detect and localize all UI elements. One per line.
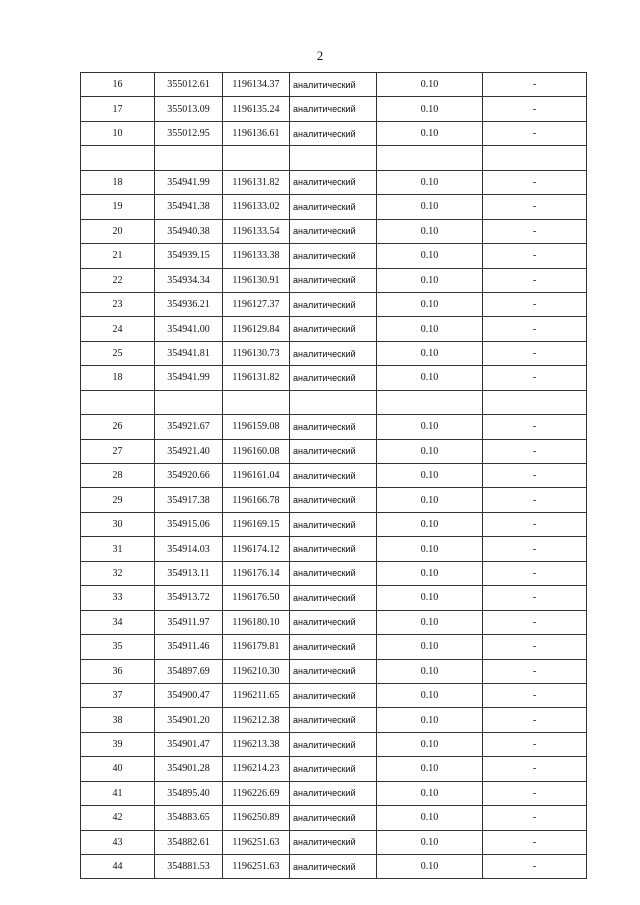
y-coordinate-cell: 1196226.69 <box>223 781 290 805</box>
method-cell: аналитический <box>290 635 377 659</box>
x-coordinate-cell: 354915.06 <box>155 512 223 536</box>
method-cell: аналитический <box>290 341 377 365</box>
description-cell <box>483 390 587 414</box>
description-cell: - <box>483 586 587 610</box>
description-cell: - <box>483 244 587 268</box>
description-cell: - <box>483 121 587 145</box>
x-coordinate-cell: 354881.53 <box>155 855 223 879</box>
x-coordinate-cell: 354941.99 <box>155 170 223 194</box>
accuracy-cell: 0.10 <box>377 537 483 561</box>
description-cell: - <box>483 683 587 707</box>
table-row <box>81 317 587 341</box>
table-row <box>81 635 587 659</box>
y-coordinate-cell: 1196127.37 <box>223 292 290 316</box>
y-coordinate-cell <box>223 390 290 414</box>
accuracy-cell: 0.10 <box>377 317 483 341</box>
point-number-cell: 42 <box>81 806 155 830</box>
table-row <box>81 439 587 463</box>
point-number-cell: 20 <box>81 219 155 243</box>
y-coordinate-cell: 1196214.23 <box>223 757 290 781</box>
x-coordinate-cell: 354940.38 <box>155 219 223 243</box>
point-number-cell: 18 <box>81 366 155 390</box>
method-cell: аналитический <box>290 170 377 194</box>
point-number-cell: 40 <box>81 757 155 781</box>
description-cell: - <box>483 195 587 219</box>
table-row <box>81 170 587 194</box>
description-cell: - <box>483 219 587 243</box>
description-cell: - <box>483 635 587 659</box>
y-coordinate-cell: 1196169.15 <box>223 512 290 536</box>
y-coordinate-cell: 1196211.65 <box>223 683 290 707</box>
table-row <box>81 806 587 830</box>
point-number-cell: 36 <box>81 659 155 683</box>
point-number-cell: 23 <box>81 292 155 316</box>
point-number-cell: 17 <box>81 97 155 121</box>
table-row <box>81 488 587 512</box>
accuracy-cell: 0.10 <box>377 781 483 805</box>
method-cell: аналитический <box>290 806 377 830</box>
method-cell: аналитический <box>290 537 377 561</box>
x-coordinate-cell <box>155 390 223 414</box>
accuracy-cell: 0.10 <box>377 292 483 316</box>
x-coordinate-cell: 354883.65 <box>155 806 223 830</box>
x-coordinate-cell: 354934.34 <box>155 268 223 292</box>
method-cell: аналитический <box>290 488 377 512</box>
table-row <box>81 390 587 414</box>
x-coordinate-cell: 354882.61 <box>155 830 223 854</box>
table-row <box>81 757 587 781</box>
description-cell: - <box>483 73 587 97</box>
method-cell: аналитический <box>290 561 377 585</box>
point-number-cell <box>81 390 155 414</box>
table-row <box>81 366 587 390</box>
method-cell: аналитический <box>290 366 377 390</box>
x-coordinate-cell: 354941.00 <box>155 317 223 341</box>
method-cell: аналитический <box>290 610 377 634</box>
accuracy-cell: 0.10 <box>377 244 483 268</box>
description-cell <box>483 146 587 170</box>
point-number-cell: 28 <box>81 464 155 488</box>
point-number-cell: 41 <box>81 781 155 805</box>
x-coordinate-cell: 354897.69 <box>155 659 223 683</box>
point-number-cell: 22 <box>81 268 155 292</box>
description-cell: - <box>483 341 587 365</box>
accuracy-cell: 0.10 <box>377 268 483 292</box>
accuracy-cell: 0.10 <box>377 366 483 390</box>
y-coordinate-cell: 1196159.08 <box>223 415 290 439</box>
method-cell: аналитический <box>290 219 377 243</box>
method-cell: аналитический <box>290 732 377 756</box>
accuracy-cell: 0.10 <box>377 415 483 439</box>
table-row <box>81 244 587 268</box>
coordinates-table-body <box>81 73 587 879</box>
x-coordinate-cell: 354901.47 <box>155 732 223 756</box>
point-number-cell: 30 <box>81 512 155 536</box>
x-coordinate-cell: 354901.28 <box>155 757 223 781</box>
accuracy-cell: 0.10 <box>377 170 483 194</box>
table-row <box>81 415 587 439</box>
y-coordinate-cell: 1196133.54 <box>223 219 290 243</box>
x-coordinate-cell: 355012.95 <box>155 121 223 145</box>
table-row <box>81 586 587 610</box>
point-number-cell: 32 <box>81 561 155 585</box>
point-number-cell: 37 <box>81 683 155 707</box>
x-coordinate-cell: 354917.38 <box>155 488 223 512</box>
table-row <box>81 781 587 805</box>
x-coordinate-cell: 354941.38 <box>155 195 223 219</box>
description-cell: - <box>483 317 587 341</box>
accuracy-cell: 0.10 <box>377 586 483 610</box>
accuracy-cell: 0.10 <box>377 341 483 365</box>
accuracy-cell <box>377 390 483 414</box>
y-coordinate-cell: 1196129.84 <box>223 317 290 341</box>
x-coordinate-cell: 354911.46 <box>155 635 223 659</box>
y-coordinate-cell: 1196161.04 <box>223 464 290 488</box>
accuracy-cell: 0.10 <box>377 732 483 756</box>
description-cell: - <box>483 561 587 585</box>
accuracy-cell <box>377 146 483 170</box>
method-cell: аналитический <box>290 317 377 341</box>
description-cell: - <box>483 415 587 439</box>
accuracy-cell: 0.10 <box>377 683 483 707</box>
y-coordinate-cell: 1196130.73 <box>223 341 290 365</box>
method-cell: аналитический <box>290 512 377 536</box>
y-coordinate-cell: 1196133.38 <box>223 244 290 268</box>
x-coordinate-cell: 354921.67 <box>155 415 223 439</box>
method-cell: аналитический <box>290 292 377 316</box>
point-number-cell: 25 <box>81 341 155 365</box>
y-coordinate-cell: 1196166.78 <box>223 488 290 512</box>
method-cell: аналитический <box>290 781 377 805</box>
y-coordinate-cell: 1196134.37 <box>223 73 290 97</box>
table-row <box>81 830 587 854</box>
accuracy-cell: 0.10 <box>377 806 483 830</box>
method-cell: аналитический <box>290 439 377 463</box>
accuracy-cell: 0.10 <box>377 561 483 585</box>
point-number-cell: 26 <box>81 415 155 439</box>
x-coordinate-cell: 354913.11 <box>155 561 223 585</box>
table-row <box>81 512 587 536</box>
description-cell: - <box>483 97 587 121</box>
y-coordinate-cell: 1196180.10 <box>223 610 290 634</box>
x-coordinate-cell: 354914.03 <box>155 537 223 561</box>
y-coordinate-cell: 1196130.91 <box>223 268 290 292</box>
point-number-cell: 18 <box>81 170 155 194</box>
y-coordinate-cell: 1196160.08 <box>223 439 290 463</box>
x-coordinate-cell: 354936.21 <box>155 292 223 316</box>
accuracy-cell: 0.10 <box>377 855 483 879</box>
table-row <box>81 195 587 219</box>
point-number-cell: 24 <box>81 317 155 341</box>
method-cell: аналитический <box>290 659 377 683</box>
table-row <box>81 855 587 879</box>
accuracy-cell: 0.10 <box>377 73 483 97</box>
point-number-cell: 29 <box>81 488 155 512</box>
y-coordinate-cell <box>223 146 290 170</box>
y-coordinate-cell: 1196179.81 <box>223 635 290 659</box>
method-cell: аналитический <box>290 757 377 781</box>
point-number-cell: 31 <box>81 537 155 561</box>
table-row <box>81 341 587 365</box>
point-number-cell: 44 <box>81 855 155 879</box>
x-coordinate-cell: 355012.61 <box>155 73 223 97</box>
y-coordinate-cell: 1196251.63 <box>223 830 290 854</box>
table-row <box>81 219 587 243</box>
table-row <box>81 146 587 170</box>
y-coordinate-cell: 1196176.14 <box>223 561 290 585</box>
point-number-cell <box>81 146 155 170</box>
description-cell: - <box>483 732 587 756</box>
description-cell: - <box>483 268 587 292</box>
accuracy-cell: 0.10 <box>377 830 483 854</box>
description-cell: - <box>483 830 587 854</box>
accuracy-cell: 0.10 <box>377 488 483 512</box>
x-coordinate-cell <box>155 146 223 170</box>
y-coordinate-cell: 1196136.61 <box>223 121 290 145</box>
method-cell: аналитический <box>290 195 377 219</box>
table-row <box>81 708 587 732</box>
y-coordinate-cell: 1196212.38 <box>223 708 290 732</box>
accuracy-cell: 0.10 <box>377 195 483 219</box>
point-number-cell: 34 <box>81 610 155 634</box>
coordinates-table <box>80 72 587 879</box>
x-coordinate-cell: 355013.09 <box>155 97 223 121</box>
description-cell: - <box>483 488 587 512</box>
method-cell <box>290 390 377 414</box>
point-number-cell: 33 <box>81 586 155 610</box>
description-cell: - <box>483 439 587 463</box>
accuracy-cell: 0.10 <box>377 610 483 634</box>
method-cell: аналитический <box>290 683 377 707</box>
description-cell: - <box>483 170 587 194</box>
table-row <box>81 121 587 145</box>
description-cell: - <box>483 708 587 732</box>
description-cell: - <box>483 366 587 390</box>
description-cell: - <box>483 659 587 683</box>
point-number-cell: 16 <box>81 73 155 97</box>
accuracy-cell: 0.10 <box>377 464 483 488</box>
point-number-cell: 21 <box>81 244 155 268</box>
point-number-cell: 19 <box>81 195 155 219</box>
y-coordinate-cell: 1196135.24 <box>223 97 290 121</box>
y-coordinate-cell: 1196213.38 <box>223 732 290 756</box>
method-cell: аналитический <box>290 586 377 610</box>
method-cell: аналитический <box>290 830 377 854</box>
y-coordinate-cell: 1196250.89 <box>223 806 290 830</box>
description-cell: - <box>483 855 587 879</box>
point-number-cell: 10 <box>81 121 155 145</box>
x-coordinate-cell: 354939.15 <box>155 244 223 268</box>
method-cell: аналитический <box>290 121 377 145</box>
x-coordinate-cell: 354921.40 <box>155 439 223 463</box>
description-cell: - <box>483 512 587 536</box>
x-coordinate-cell: 354900.47 <box>155 683 223 707</box>
point-number-cell: 35 <box>81 635 155 659</box>
table-row <box>81 683 587 707</box>
y-coordinate-cell: 1196131.82 <box>223 170 290 194</box>
method-cell: аналитический <box>290 464 377 488</box>
table-row <box>81 659 587 683</box>
y-coordinate-cell: 1196131.82 <box>223 366 290 390</box>
accuracy-cell: 0.10 <box>377 97 483 121</box>
accuracy-cell: 0.10 <box>377 659 483 683</box>
y-coordinate-cell: 1196210.30 <box>223 659 290 683</box>
method-cell: аналитический <box>290 244 377 268</box>
point-number-cell: 27 <box>81 439 155 463</box>
method-cell: аналитический <box>290 268 377 292</box>
accuracy-cell: 0.10 <box>377 757 483 781</box>
y-coordinate-cell: 1196251.63 <box>223 855 290 879</box>
table-row <box>81 561 587 585</box>
method-cell: аналитический <box>290 708 377 732</box>
table-row <box>81 268 587 292</box>
point-number-cell: 43 <box>81 830 155 854</box>
x-coordinate-cell: 354901.20 <box>155 708 223 732</box>
method-cell: аналитический <box>290 415 377 439</box>
x-coordinate-cell: 354920.66 <box>155 464 223 488</box>
method-cell: аналитический <box>290 73 377 97</box>
point-number-cell: 39 <box>81 732 155 756</box>
accuracy-cell: 0.10 <box>377 708 483 732</box>
accuracy-cell: 0.10 <box>377 439 483 463</box>
description-cell: - <box>483 537 587 561</box>
y-coordinate-cell: 1196174.12 <box>223 537 290 561</box>
y-coordinate-cell: 1196133.02 <box>223 195 290 219</box>
table-row <box>81 610 587 634</box>
description-cell: - <box>483 757 587 781</box>
x-coordinate-cell: 354913.72 <box>155 586 223 610</box>
description-cell: - <box>483 781 587 805</box>
description-cell: - <box>483 806 587 830</box>
description-cell: - <box>483 464 587 488</box>
accuracy-cell: 0.10 <box>377 635 483 659</box>
y-coordinate-cell: 1196176.50 <box>223 586 290 610</box>
accuracy-cell: 0.10 <box>377 512 483 536</box>
x-coordinate-cell: 354941.99 <box>155 366 223 390</box>
table-row <box>81 73 587 97</box>
x-coordinate-cell: 354911.97 <box>155 610 223 634</box>
accuracy-cell: 0.10 <box>377 219 483 243</box>
table-row <box>81 537 587 561</box>
x-coordinate-cell: 354941.81 <box>155 341 223 365</box>
table-row <box>81 732 587 756</box>
method-cell: аналитический <box>290 855 377 879</box>
page-number: 2 <box>316 48 324 63</box>
table-row <box>81 97 587 121</box>
method-cell <box>290 146 377 170</box>
accuracy-cell: 0.10 <box>377 121 483 145</box>
description-cell: - <box>483 610 587 634</box>
x-coordinate-cell: 354895.40 <box>155 781 223 805</box>
point-number-cell: 38 <box>81 708 155 732</box>
method-cell: аналитический <box>290 97 377 121</box>
table-row <box>81 464 587 488</box>
table-row <box>81 292 587 316</box>
description-cell: - <box>483 292 587 316</box>
